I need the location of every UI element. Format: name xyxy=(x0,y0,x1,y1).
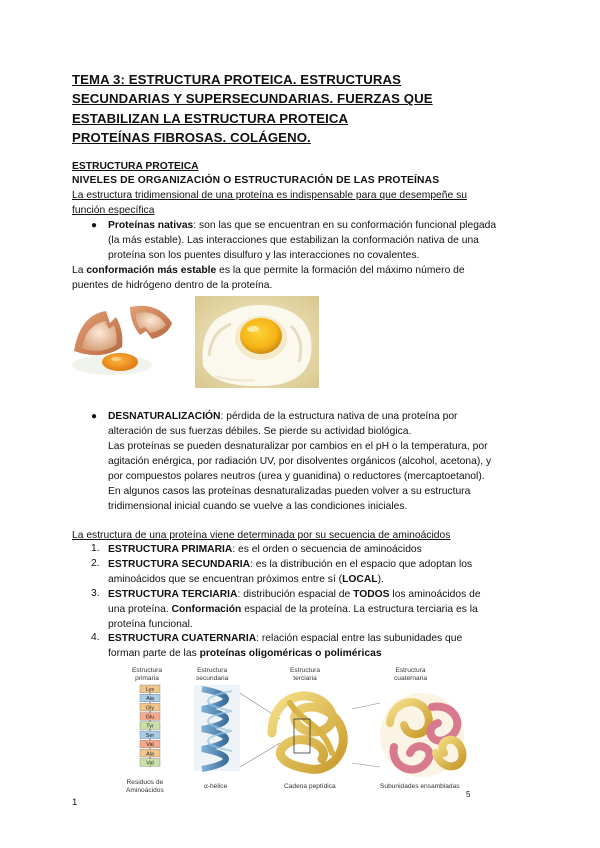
figure-label: Cadena peptídica xyxy=(284,783,336,790)
text-span: los aminoácidos de xyxy=(389,589,481,600)
bullet-text: por compuestos polares neutros (urea y guanidina) o reductores (mercaptoetanol). xyxy=(108,471,485,482)
bold-term: Conformación xyxy=(171,604,242,615)
title-line: SECUNDARIAS Y SUPERSECUNDARIAS. FUERZAS QUE xyxy=(72,91,433,107)
list-number: 4. xyxy=(91,632,100,643)
bullet-text: Las proteínas se pueden desnaturalizar por cambios en el pH o la temperatura, por xyxy=(108,441,488,452)
title-line: ESTABILIZAN LA ESTRUCTURA PROTEICA xyxy=(72,110,349,126)
figure-label: Estructura cuaternaria xyxy=(394,667,427,682)
bold-term: ESTRUCTURA SECUNDARIA xyxy=(108,559,251,570)
list-item-text xyxy=(108,647,382,662)
footer-left: 1 xyxy=(72,797,78,808)
bold-term: ESTRUCTURA PRIMARIA xyxy=(108,544,233,555)
text-span: es la que permite la formación del máximo número de xyxy=(216,265,465,276)
text-span: forman parte de las xyxy=(108,648,200,659)
page-title xyxy=(72,70,542,148)
residue-label: Glu xyxy=(145,714,155,721)
list-number: 2. xyxy=(91,558,100,569)
residue-label: Gly xyxy=(145,705,155,712)
text-span: : relación espacial entre las subunidades que xyxy=(256,633,463,644)
bold-term: conformación más estable xyxy=(86,265,217,276)
section-subheading: NIVELES DE ORGANIZACIÓN O ESTRUCTURACIÓN DE LAS PROTEÍNAS xyxy=(72,175,440,186)
list-item-text xyxy=(108,588,481,603)
residue-label: Val xyxy=(146,742,154,749)
fried-egg-image xyxy=(195,296,319,388)
bullet-text xyxy=(108,410,457,425)
text-span: aminoácidos que se encuentran próximos entre sí ( xyxy=(108,574,343,585)
title-line: TEMA 3: ESTRUCTURA PROTEICA. ESTRUCTURAS xyxy=(72,72,402,87)
bullet-text: En algunos casos las proteínas desnaturalizadas pueden volver a su estructura xyxy=(108,486,471,497)
bullet-icon: ● xyxy=(91,411,98,422)
bullet-text: agitación enérgica, por radiación UV, por disolventes orgánicos (alcohol, acetona), y xyxy=(108,456,492,467)
bold-term: proteínas oligoméricas o poliméricas xyxy=(199,648,382,659)
figure-label: Estructura terciaria xyxy=(290,667,321,682)
bullet-text: proteína son los puentes disulfuro y las interacciones no covalentes. xyxy=(108,250,420,261)
list-item-text xyxy=(108,603,478,618)
paragraph-text: puentes de hidrógeno dentro de la proteína. xyxy=(72,280,273,291)
text-span: : pérdida de la estructura nativa de una proteína por xyxy=(220,411,458,422)
residue-label: Ala xyxy=(146,696,154,703)
text-span: : es la distribución en el espacio que adoptan los xyxy=(250,559,473,570)
intro-text: función específica xyxy=(72,205,155,216)
bold-term: DESNATURALIZACIÓN xyxy=(108,411,221,422)
text-span: : es el orden o secuencia de aminoácidos xyxy=(232,544,422,555)
list-item-text xyxy=(108,558,472,573)
bullet-icon: ● xyxy=(91,220,98,231)
list-item-text xyxy=(108,573,384,588)
bullet-text: (la más estable). Las interacciones que estabilizan la conformación nativa de una xyxy=(108,235,479,246)
figure-label: Residuos de Aminoácidos xyxy=(126,779,164,794)
bold-term: Proteínas nativas xyxy=(108,220,194,231)
bullet-text: tridimensional inicial cuando se vuelve a las condiciones iniciales. xyxy=(108,501,408,512)
text-span: una proteína. xyxy=(108,604,172,615)
list-item-text: proteína funcional. xyxy=(108,619,193,630)
list-item-text xyxy=(108,632,462,647)
bullet-text: alteración de sus fuerzas débiles. Se pierde su actividad biológica. xyxy=(108,426,412,437)
list-item-text xyxy=(108,543,422,558)
text-span: : son las que se encuentran en su conformación funcional plegada xyxy=(193,220,497,231)
text-span: La xyxy=(72,265,87,276)
bold-term: ESTRUCTURA CUATERNARIA xyxy=(108,633,257,644)
residue-label: Ala xyxy=(146,751,154,758)
figure-label: Subunidades ensambladas xyxy=(380,783,460,790)
bold-term: TODOS xyxy=(353,589,390,600)
figure-label: α-hélice xyxy=(204,783,228,790)
cracked-egg-image xyxy=(72,301,177,378)
residue-label: Val xyxy=(146,760,154,767)
section-heading: ESTRUCTURA PROTEICA xyxy=(72,161,199,172)
bullet-text xyxy=(108,219,496,234)
residue-label: Ser xyxy=(145,732,155,739)
residue-label: Tyr xyxy=(146,723,154,730)
text-span: ). xyxy=(377,574,384,585)
intro-text: La estructura tridimensional de una proteína es indispensable para que desempeñe su xyxy=(72,190,467,201)
list-number: 1. xyxy=(91,543,100,554)
bold-term: ESTRUCTURA TERCIARIA xyxy=(108,589,238,600)
paragraph-text xyxy=(72,264,465,279)
bold-term: LOCAL xyxy=(342,574,378,585)
paragraph-text: La estructura de una proteína viene determinada por su secuencia de aminoácidos xyxy=(72,530,451,541)
text-span: espacial de la proteína. La estructura terciaria es la xyxy=(241,604,478,615)
protein-structure-figure xyxy=(122,663,480,795)
figure-label: Estructura primaria xyxy=(132,667,163,682)
list-number: 3. xyxy=(91,588,100,599)
title-line: PROTEÍNAS FIBROSAS. COLÁGENO. xyxy=(72,130,311,146)
residue-label: Lys xyxy=(145,686,155,693)
figure-label: Estructura secundaria xyxy=(196,667,229,682)
text-span: : distribución espacial de xyxy=(237,589,354,600)
page-number: 5 xyxy=(466,790,471,799)
